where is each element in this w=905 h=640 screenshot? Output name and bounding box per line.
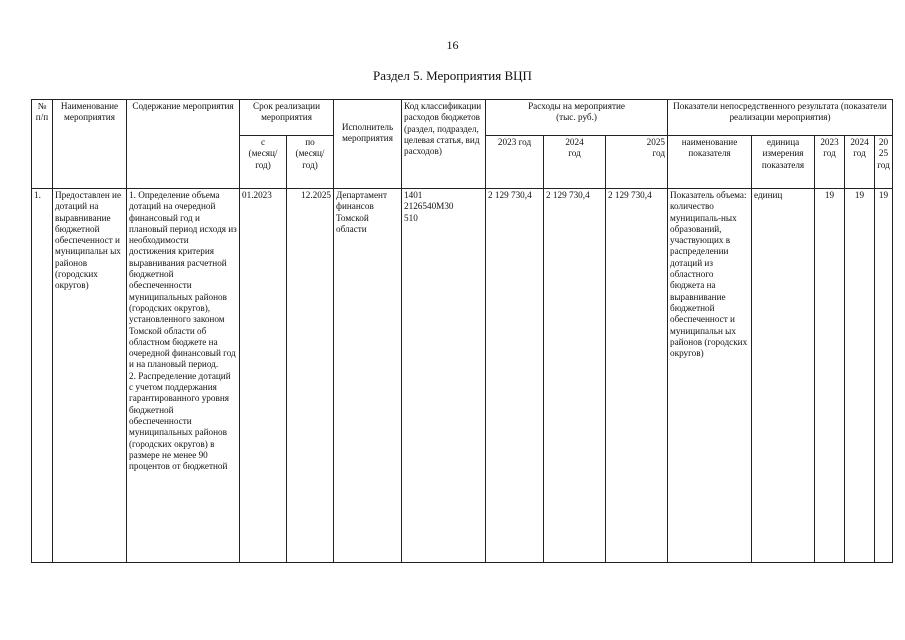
header-row-1 [32, 100, 893, 136]
row-to: 12.2025 [287, 189, 334, 563]
header-num: № п/п [32, 100, 53, 189]
header-period-to: по (месяц/ год) [287, 136, 334, 189]
row-ind-name: Показатель объема: количество муниципаль-ных образований, участвующих в распределении дотаций из областного бюджета на выравнивание бюджетной обеспеченност и муниципальн ых районов (городских округов) [668, 189, 752, 563]
header-name: Наименование мероприятия [53, 100, 127, 189]
row-ind-2023: 19 [815, 189, 845, 563]
header-ind-name: наименование показателя [668, 136, 752, 189]
row-name: Предоставлен ие дотаций на выравнивание бюджетной обеспеченност и муниципальн ых районов (городских округов) [53, 189, 127, 563]
row-exp-2024: 2 129 730,4 [544, 189, 606, 563]
header-executor: Исполнитель мероприятия [334, 100, 402, 189]
header-ind-unit: единица измерения показателя [752, 136, 815, 189]
row-ind-2025: 19 [875, 189, 893, 563]
header-ind-2025: 20 25 год [875, 136, 893, 189]
page-number: 16 [446, 38, 459, 52]
row-code: 1401 2126540М30 510 [402, 189, 486, 563]
header-period-from: с (месяц/ год) [240, 136, 287, 189]
header-indicators: Показатели непосредственного результата (показатели реализации мероприятия) [668, 100, 893, 136]
row-ind-2024: 19 [845, 189, 875, 563]
header-period: Срок реализации мероприятия [240, 100, 334, 136]
header-exp-2024: 2024 год [544, 136, 606, 189]
row-exp-2025: 2 129 730,4 [606, 189, 668, 563]
row-from: 01.2023 [240, 189, 287, 563]
header-exp-2023: 2023 год [486, 136, 544, 189]
row-num: 1. [32, 189, 53, 563]
row-content: 1. Определение объема дотаций на очередной финансовый год и плановый период исходя из необходимости достижения критерия выравнивания расчетной бюджетной обеспеченности муниципальных районов (городских округов), установленного законом Томской области об областном бюджете на очередной финансовый год и на плановый период. 2. Распределение дотаций с учетом поддержания гарантированного уровня бюджетной обеспеченности муниципальных районов (городских округов) в размере не менее 90 процентов от бюджетной [127, 189, 240, 563]
row-executor: Департамент финансов Томской области [334, 189, 402, 563]
header-expenses: Расходы на мероприятие (тыс. руб.) [486, 100, 668, 136]
header-ind-2023: 2023 год [815, 136, 845, 189]
header-code: Код классификации расходов бюджетов (раздел, подраздел, целевая статья, вид расходов) [402, 100, 486, 189]
header-exp-2025: 2025 год [606, 136, 668, 189]
section-title: Раздел 5. Мероприятия ВЦП [373, 68, 532, 83]
activities-table [31, 99, 893, 563]
row-ind-unit: единиц [752, 189, 815, 563]
header-content: Содержание мероприятия [127, 100, 240, 189]
row-exp-2023: 2 129 730,4 [486, 189, 544, 563]
header-ind-2024: 2024 год [845, 136, 875, 189]
table-row [32, 189, 893, 563]
